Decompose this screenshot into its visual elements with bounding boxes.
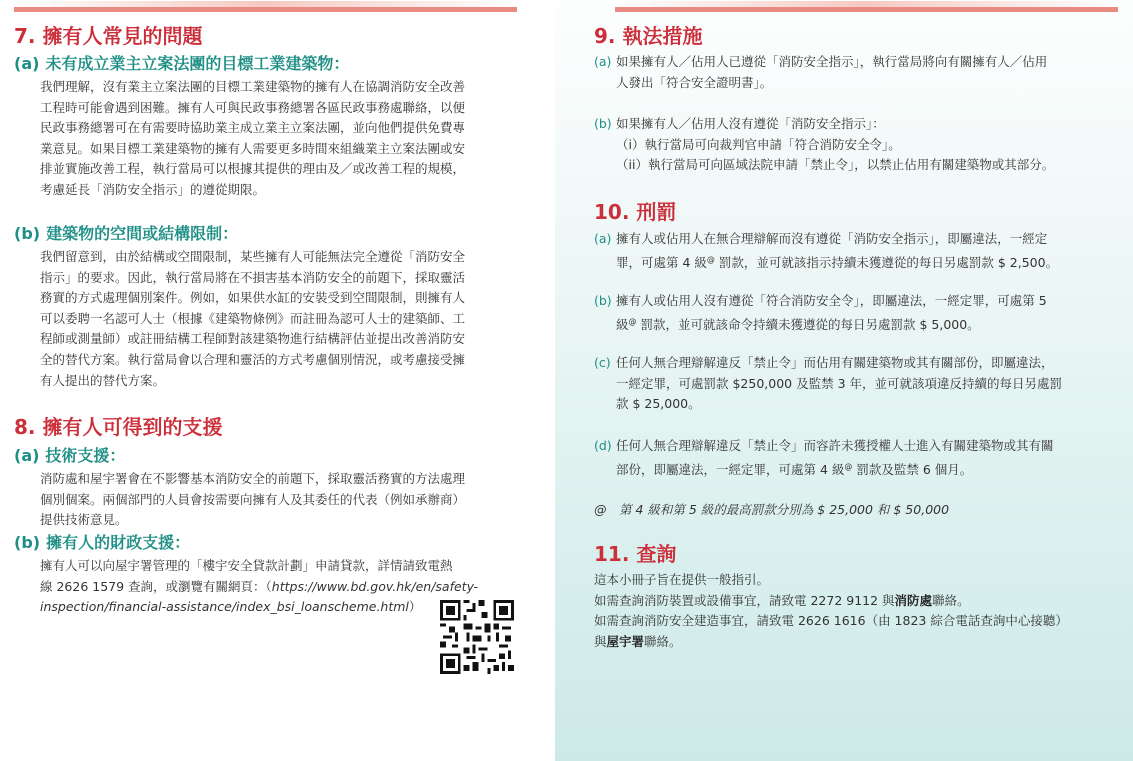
section-7b-body xyxy=(40,247,516,391)
qr-code-icon[interactable] xyxy=(440,600,514,674)
left-page xyxy=(0,0,555,761)
text-fragment: 與 xyxy=(594,633,607,649)
text-line: 人發出「符合安全證明書」。 xyxy=(616,74,773,90)
item-text xyxy=(616,114,1054,176)
text-line: 擁有人或佔用人在無合理辯解而沒有遵從「消防安全指示」，即屬違法，一經定 xyxy=(616,231,1048,246)
item-text xyxy=(616,52,1047,93)
text-line: 款 $ 25,000。 xyxy=(616,396,701,412)
text-line: （ii）執行當局可向區域法院申請「禁止令」，以禁止佔用有關建築物或其部分。 xyxy=(616,157,1055,173)
section-11-body xyxy=(594,570,1114,652)
text-line: 務實的方式處理個別案件。例如，如果供水缸的安裝受到空間限制，則擁有人 xyxy=(40,290,466,306)
text-line: 如果擁有人／佔用人已遵從「消防安全指示」，執行當局將向有關擁有人／佔用 xyxy=(616,54,1048,69)
right-page xyxy=(555,0,1133,761)
text-line: 全的替代方案。執行當局會以合理和靈活的方式考慮個別情況，或考慮接受擁 xyxy=(40,351,466,367)
text-line: 如需查詢消防安全建造事宜，請致電 2626 1616（由 1823 綜合電話查詢中心接聽） xyxy=(594,613,1068,629)
text-line: 個別個案。兩個部門的人員會按需要向擁有人及其委任的代表（例如承辦商） xyxy=(40,491,466,507)
section-9-title: 9. 執法措施 xyxy=(594,24,703,48)
text-fragment: 罰款，並可就該命令持續未獲遵從的每日另處罰款 $ 5,000。 xyxy=(636,316,980,332)
text-line: 我們留意到，由於結構或空間限制，某些擁有人可能無法完全遵從「消防安全 xyxy=(40,249,466,264)
top-accent-bar xyxy=(14,7,517,12)
section-10a xyxy=(594,229,1114,271)
text-line xyxy=(616,457,1054,481)
item-label: (b) xyxy=(594,293,612,308)
text-line: 考慮延長「消防安全指示」的遵從期限。 xyxy=(40,181,266,197)
section-10d xyxy=(594,436,1114,478)
item-label: (b) xyxy=(594,116,612,131)
item-label: (a) xyxy=(594,54,612,69)
section-7a-label: (a) xyxy=(14,54,40,73)
text-line: 一經定罪，可處罰款 $250,000 及監禁 3 年，並可就該項違反持續的每日另處罰 xyxy=(616,375,1062,391)
text-line: 擁有人或佔用人沒有遵從「符合消防安全令」，即屬違法，一經定罪，可處第 5 xyxy=(616,293,1047,308)
text-line: 指示」的要求。因此，執行當局將在不損害基本消防安全的前題下，採取靈活 xyxy=(40,269,466,285)
item-label: (d) xyxy=(594,438,612,453)
text-fragment: 罰款，並可就該指示持續未獲遵從的每日另處罰款 $ 2,500。 xyxy=(714,254,1059,270)
section-7b-heading xyxy=(14,224,238,244)
section-8-title: 8. 擁有人可得到的支援 xyxy=(14,415,223,439)
text-fragment: 級 xyxy=(616,316,629,332)
text-fragment: 如需查詢消防裝置或設備事宜，請致電 2272 9112 與 xyxy=(594,592,895,608)
text-line xyxy=(40,577,516,598)
text-line: 任何人無合理辯解違反「禁止令」而佔用有關建築物或其有關部份，即屬違法， xyxy=(616,355,1054,370)
text-line: 民政事務總署可在有需要時協助業主成立業主立案法團，並向他們提供免費專 xyxy=(40,120,466,136)
text-line: 業意見。如果目標工業建築物的擁有人需要更多時間來組織業主立案法團或安 xyxy=(40,140,466,156)
text-line: 擁有人可以向屋宇署管理的「樓宇安全貸款計劃」申請貸款，詳情請致電熱 xyxy=(40,558,453,573)
section-8a-label: (a) xyxy=(14,446,40,465)
footnote-mark: @ xyxy=(628,316,637,326)
text-line: 工程時可能會遇到困難。擁有人可與民政事務總署各區民政事務處聯絡，以便 xyxy=(40,99,466,115)
text-line: 程師或測量師）或註冊結構工程師對該建築物進行結構評估並提出改善消防安 xyxy=(40,331,466,347)
text-line: （i）執行當局可向裁判官申請「符合消防安全令」。 xyxy=(616,136,901,152)
loan-scheme-link-cont[interactable]: inspection/financial-assistance/index_bsi_loanscheme.html xyxy=(40,599,409,615)
section-9b xyxy=(594,114,1114,178)
section-7a-body xyxy=(40,77,516,201)
paren-close: ） xyxy=(408,599,422,615)
text-line xyxy=(594,591,1114,612)
footnote-mark: @ xyxy=(706,254,715,264)
penalty-footnote: @ 第 4 級和第 5 級的最高罰款分別為 $ 25,000 和 $ 50,000 xyxy=(594,502,950,517)
text-fragment: 罰款及監禁 6 個月。 xyxy=(852,461,973,477)
section-7a-title: 未有成立業主立案法團的目標工業建築物： xyxy=(45,54,350,73)
section-10-title: 10. 刑罰 xyxy=(594,200,677,224)
text-fragment: 罪，可處第 4 級 xyxy=(616,254,707,270)
text-fragment: 聯絡。 xyxy=(644,633,682,649)
text-fragment: 聯絡。 xyxy=(932,592,970,608)
section-9a xyxy=(594,52,1114,94)
item-label: (c) xyxy=(594,355,611,370)
item-label: (a) xyxy=(594,231,612,246)
section-8a-title: 技術支援： xyxy=(45,446,126,465)
text-line: 任何人無合理辯解違反「禁止令」而容許未獲授權人士進入有關建築物或其有關 xyxy=(616,438,1054,453)
section-10b xyxy=(594,291,1114,333)
section-8b-label: (b) xyxy=(14,533,41,552)
section-8b-title: 擁有人的財政支援： xyxy=(46,533,191,552)
text-line xyxy=(616,250,1058,274)
hotline-text: 線 2626 1579 查詢，或瀏覽有關網頁：（ xyxy=(40,578,272,594)
item-text xyxy=(616,291,1047,335)
section-8b-heading xyxy=(14,533,190,553)
section-7-title: 7. 擁有人常見的問題 xyxy=(14,24,203,48)
text-line xyxy=(594,632,1114,653)
text-line xyxy=(616,312,1047,336)
section-8a-heading xyxy=(14,446,125,466)
text-fragment: 部份，即屬違法，一經定罪，可處第 4 級 xyxy=(616,461,845,477)
top-accent-bar xyxy=(615,7,1118,12)
text-line: 消防處和屋宇署會在不影響基本消防安全的前題下，採取靈活務實的方法處理 xyxy=(40,471,466,486)
loan-scheme-link[interactable]: https://www.bd.gov.hk/en/safety- xyxy=(271,578,479,594)
section-7b-title: 建築物的空間或結構限制： xyxy=(46,224,239,243)
text-line: 我們理解，沒有業主立案法團的目標工業建築物的擁有人在協調消防安全改善 xyxy=(40,79,466,94)
item-text xyxy=(616,353,1062,415)
section-7b-label: (b) xyxy=(14,224,41,243)
fsd-name: 消防處 xyxy=(894,592,933,608)
text-line: 可以委聘一名認可人士（根據《建築物條例》而註冊為認可人士的建築師、工 xyxy=(40,310,466,326)
section-8a-body xyxy=(40,469,516,531)
text-line: 如果擁有人／佔用人沒有遵從「消防安全指示」： xyxy=(616,116,885,131)
section-7a-heading xyxy=(14,54,349,74)
text-line: 有人提出的替代方案。 xyxy=(40,372,166,388)
text-line: 排並實施改善工程，執行當局可以根據其提供的理由及／或改善工程的規模， xyxy=(40,161,466,177)
footnote-mark: @ xyxy=(844,461,853,471)
item-text xyxy=(616,229,1058,273)
bd-name: 屋宇署 xyxy=(606,633,645,649)
item-text xyxy=(616,436,1054,480)
section-10c xyxy=(594,353,1114,415)
text-line: 這本小冊子旨在提供一般指引。 xyxy=(594,572,770,587)
text-line: 提供技術意見。 xyxy=(40,512,128,528)
section-11-title: 11. 查詢 xyxy=(594,542,677,566)
